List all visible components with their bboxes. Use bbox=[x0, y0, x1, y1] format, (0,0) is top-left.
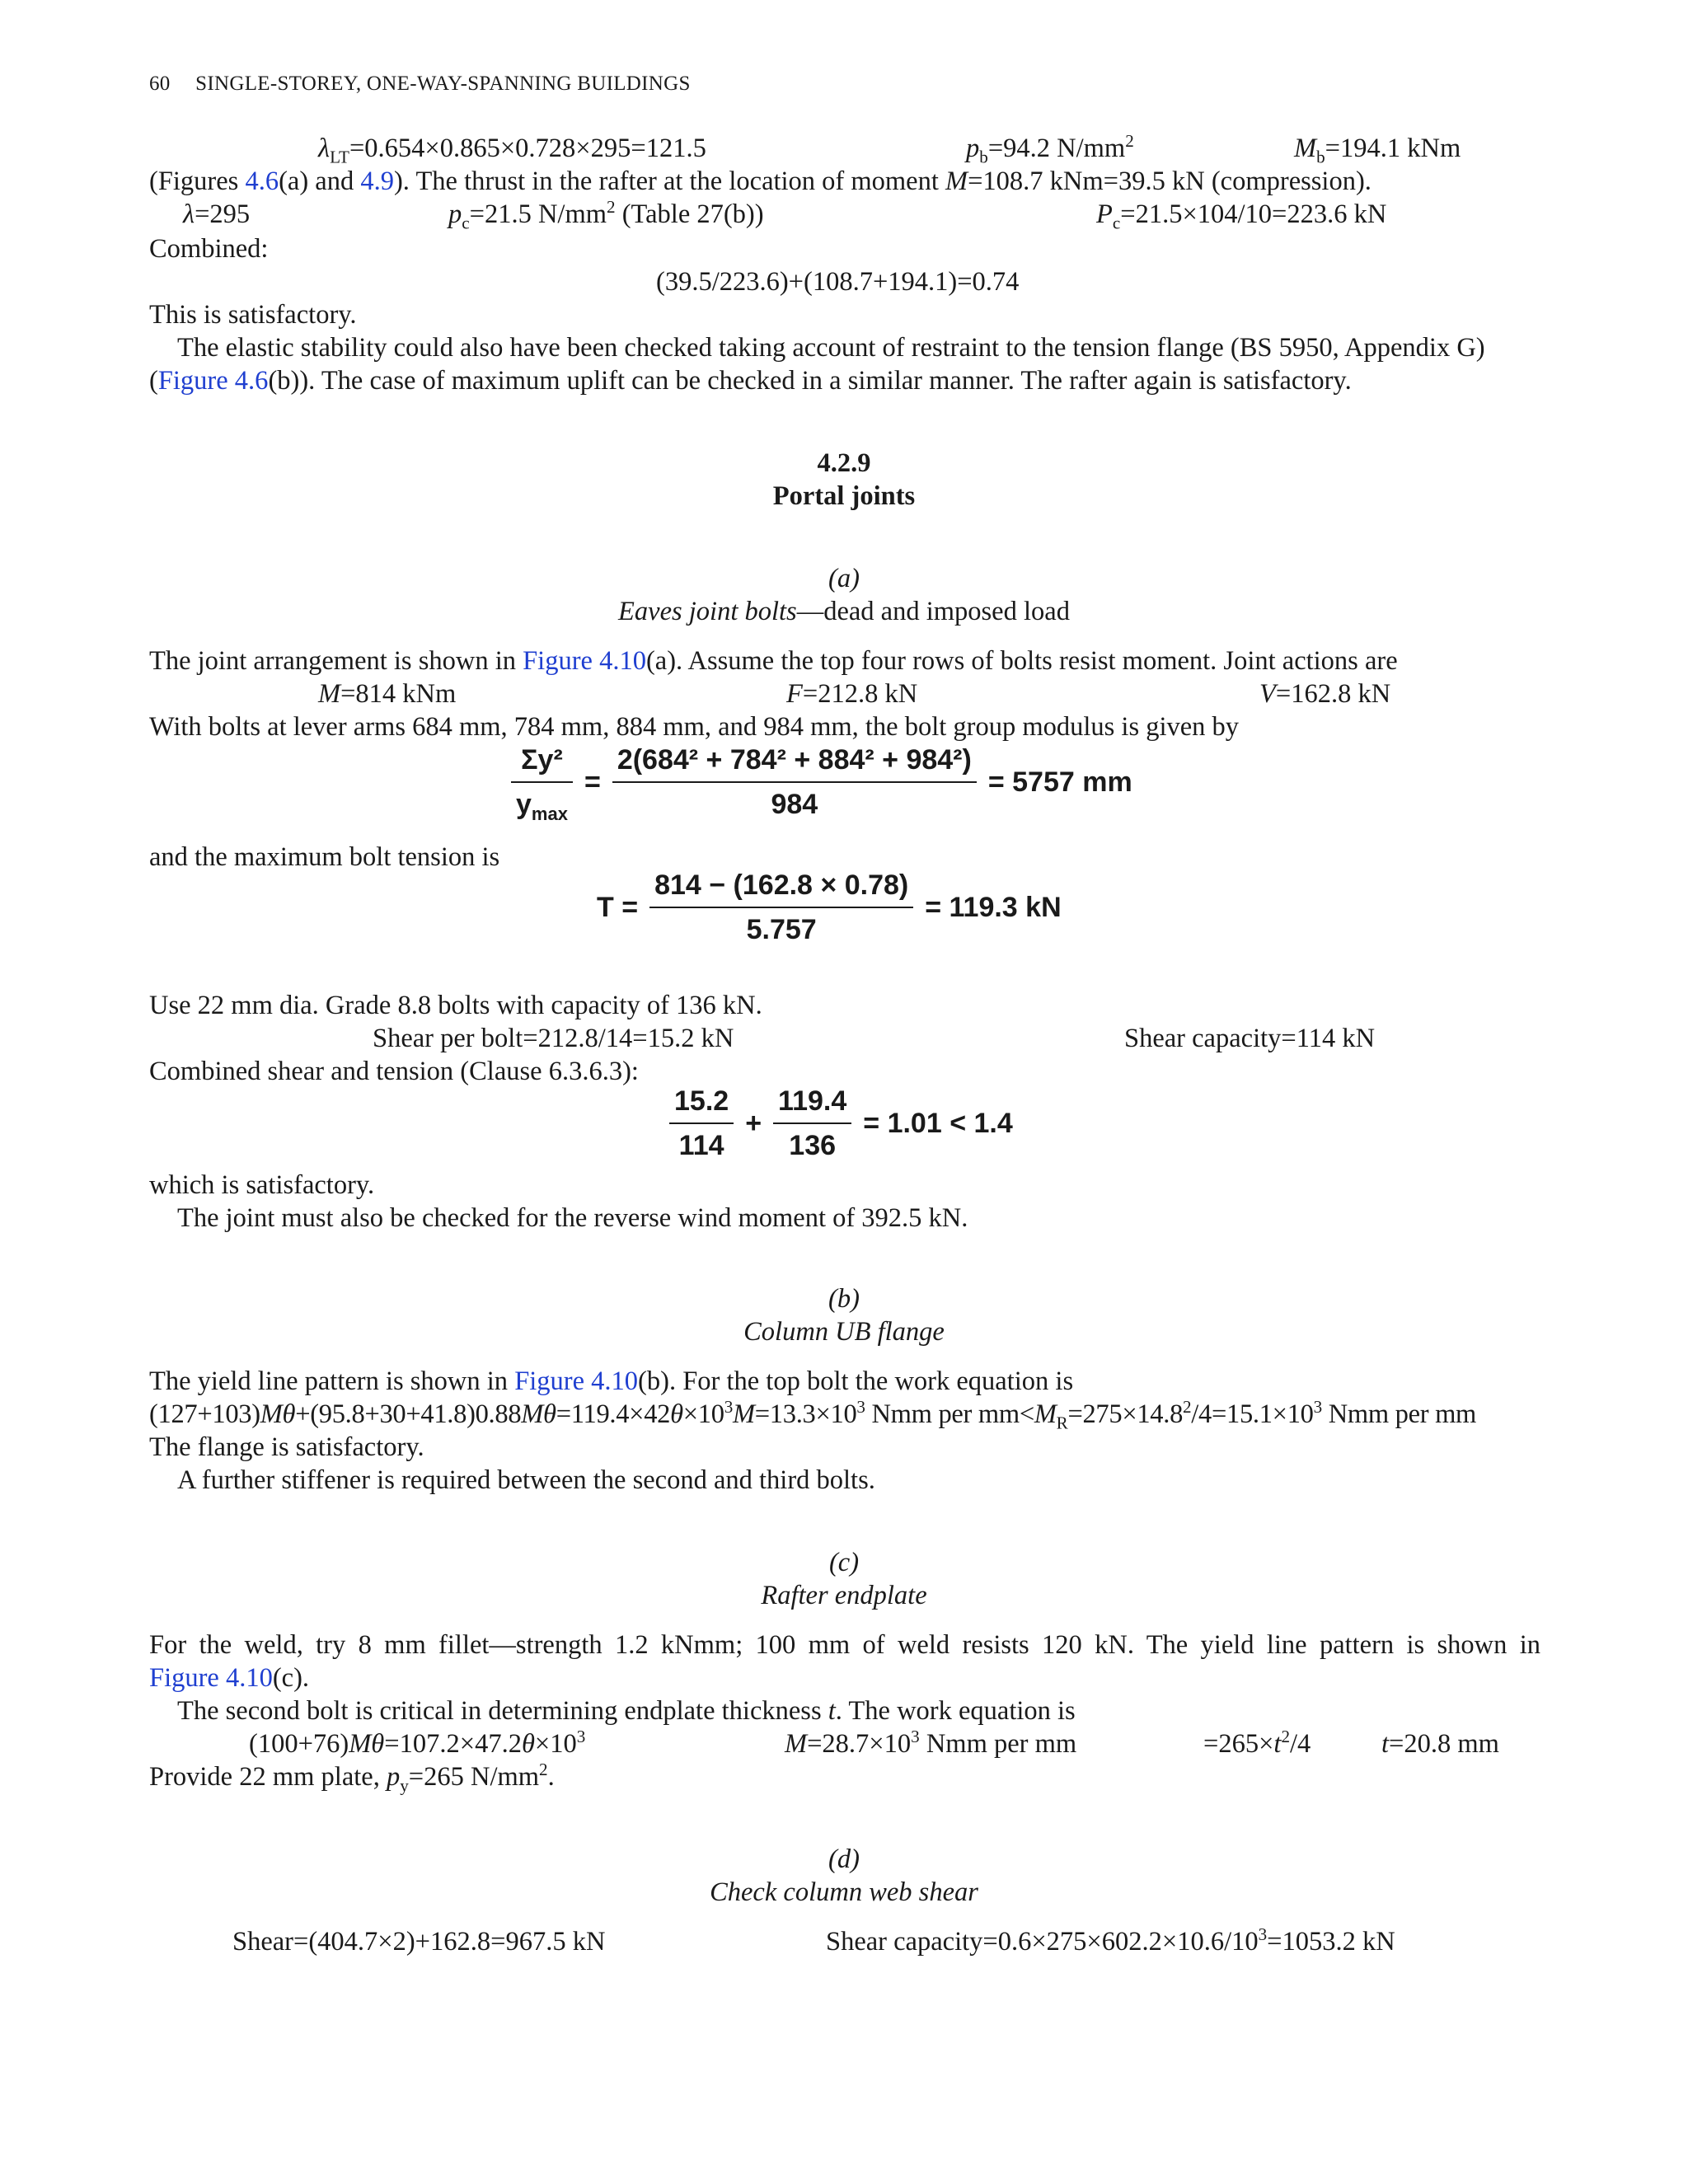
lambda-lt-expr: $\lambda_{LT}=0.654\times 0.865\times 0.728\times 295=121.5$ bbox=[318, 134, 706, 167]
subsection-c-title: Rafter endplate bbox=[761, 1581, 927, 1610]
weld-text: For the weld, try 8 mm fillet—strength 1.2 kNmm; 100 mm of weld resists 120 kN. The yield line pattern is shown in bbox=[149, 1630, 1540, 1660]
joint-arrangement-text: The joint arrangement is shown in Figure 4.10(a). Assume the top four rows of bolts resist moment. Joint actions are bbox=[149, 646, 1398, 676]
modulus-fraction-right: $\frac{\text{2(684² + 784² + 884² + 984²)}}{984}$ bbox=[612, 743, 977, 821]
combined-shear-tension-text: Combined shear and tension (Clause 6.3.6.3): bbox=[149, 1057, 639, 1086]
page-header bbox=[149, 73, 691, 96]
lambda-expr: λ=295 bbox=[183, 199, 251, 229]
joint-action-v: V=162.8 kN bbox=[1259, 679, 1391, 709]
figure-link-4-6b[interactable]: Figure 4.6 bbox=[157, 366, 269, 396]
figure-link-4-10b[interactable]: Figure 4.10 bbox=[514, 1366, 639, 1396]
pc-capacity-expr: $P_c=21.5\times 104/10=223.6$ kN bbox=[1096, 199, 1387, 233]
section-number: 4.2.9 bbox=[817, 448, 871, 478]
mb-expr: $M_b=194.1$ kNm bbox=[1294, 134, 1461, 167]
subsection-a-label: (a) bbox=[828, 564, 860, 593]
combined-equation: (39.5/223.6)+(108.7+194.1)=0.74 bbox=[656, 267, 1020, 297]
web-shear: Shear=(404.7×2)+162.8=967.5 kN bbox=[232, 1927, 606, 1957]
tension-fraction: $\frac{814 - (162.8 \times 0.78)}{5.757}$ bbox=[649, 869, 913, 946]
joint-action-m: M=814 kNm bbox=[318, 679, 457, 709]
stiffener-text: A further stiffener is required between the second and third bolts. bbox=[177, 1465, 875, 1495]
endplate-thickness: t=20.8 mm bbox=[1381, 1729, 1499, 1759]
elastic-stability-paragraph-line1: The elastic stability could also have been checked taking account of restraint to the tension flange (BS 5950, Appendix G) bbox=[177, 333, 1485, 363]
subsection-b-title: Column UB flange bbox=[743, 1317, 945, 1347]
figure-link-4-10a[interactable]: Figure 4.10 bbox=[523, 646, 646, 676]
which-satisfactory: which is satisfactory. bbox=[149, 1170, 375, 1200]
elastic-stability-paragraph-line2: (Figure 4.6(b)). The case of maximum uplift can be checked in a similar manner. The rafter again is satisfactory. bbox=[149, 366, 1352, 396]
subsection-d-title: Check column web shear bbox=[710, 1877, 978, 1907]
interaction-equation: $\frac{15.2}{114}$ + $\frac{119.4}{136}$ = 1.01 < 1.4 bbox=[669, 1085, 1013, 1162]
thrust-line: (Figures 4.6(a) and 4.9). The thrust in the rafter at the location of moment M=108.7 kNm=39.5 kN (compression). bbox=[149, 166, 1372, 196]
reverse-wind-text: The joint must also be checked for the reverse wind moment of 392.5 kN. bbox=[177, 1203, 968, 1233]
subsection-b-label: (b) bbox=[828, 1284, 860, 1314]
page-number: 60 bbox=[149, 73, 171, 95]
yield-line-text-b: The yield line pattern is shown in Figure 4.10(b). For the top bolt the work equation is bbox=[149, 1366, 1074, 1396]
max-bolt-tension-intro: and the maximum bolt tension is bbox=[149, 842, 500, 872]
modulus-fraction-left: $\frac{\text{Σy²}}{y_{max}}$ bbox=[511, 743, 573, 821]
second-bolt-text: The second bolt is critical in determining endplate thickness t. The work equation is bbox=[177, 1696, 1076, 1726]
web-shear-capacity: Shear $capacity=0.6\times 275\times 602.2\times 10.6/10^3=1053.2$ kN bbox=[826, 1924, 1395, 1957]
subsection-c-label: (c) bbox=[828, 1548, 860, 1577]
section-title: Portal joints bbox=[772, 481, 916, 511]
figure-link-4-6[interactable]: 4.6 bbox=[245, 166, 279, 196]
bolt-tension-equation: T = $\frac{814 - (162.8 \times 0.78)}{5.757}$ = 119.3 kN bbox=[597, 869, 1062, 945]
weld-text-line2: Figure 4.10(c). bbox=[149, 1663, 310, 1693]
subsection-a-title: Eaves joint bolts—dead and imposed load bbox=[618, 597, 1070, 626]
endplate-capacity-expr: $=265\times t^2/4$ bbox=[1203, 1727, 1311, 1759]
pc-expr: $p_c=21.5$ $N/mm^2$ (Table 27(b)) bbox=[448, 197, 764, 233]
bolt-modulus-equation: $\frac{\text{Σy²}}{y_{max}}$ = $\frac{\text{2(684² + 784² + 884² + 984²)}}{984}$ = 5757 mm bbox=[511, 743, 1132, 821]
shear-per-bolt: Shear per bolt=212.8/14=15.2 kN bbox=[373, 1024, 734, 1053]
lever-arms-text: With bolts at lever arms 684 mm, 784 mm, 884 mm, and 984 mm, the bolt group modulus is given by bbox=[149, 712, 1240, 742]
flange-satisfactory: The flange is satisfactory. bbox=[149, 1432, 424, 1462]
subsection-d-label: (d) bbox=[828, 1844, 860, 1874]
endplate-work-eq: $(100+76)M\theta=107.2\times 47.2\theta\times 10^3$ bbox=[249, 1727, 586, 1759]
work-equation-b: $(127+103)M\theta+(95.8+30+41.8)0.88M\theta=119.4\times 42\theta\times 10^3M=13.3\times 10^3$ Nmm per $mm<M_R=275\times 14.8^2/4=15.1\times 10^3$ Nmm per mm bbox=[149, 1397, 1477, 1433]
endplate-moment: $M=28.7\times 10^3$ Nmm per mm bbox=[785, 1727, 1077, 1759]
running-title: SINGLE-STOREY, ONE-WAY-SPANNING BUILDINGS bbox=[195, 73, 691, 95]
satisfactory-text: This is satisfactory. bbox=[149, 300, 357, 330]
bolt-spec-text: Use 22 mm dia. Grade 8.8 bolts with capacity of 136 kN. bbox=[149, 991, 762, 1020]
provide-plate-text: Provide 22 mm plate, $p_y=265$ $N/mm^2$. bbox=[149, 1760, 555, 1796]
pb-expr: $p_b=94.2$ $N/mm^2$ bbox=[966, 131, 1134, 167]
figure-link-4-10c[interactable]: Figure 4.10 bbox=[149, 1663, 273, 1693]
joint-action-f: F=212.8 kN bbox=[786, 679, 918, 709]
figure-link-4-9[interactable]: 4.9 bbox=[360, 166, 394, 196]
combined-label: Combined: bbox=[149, 234, 269, 264]
bolt-shear-capacity: Shear capacity=114 kN bbox=[1124, 1024, 1376, 1053]
